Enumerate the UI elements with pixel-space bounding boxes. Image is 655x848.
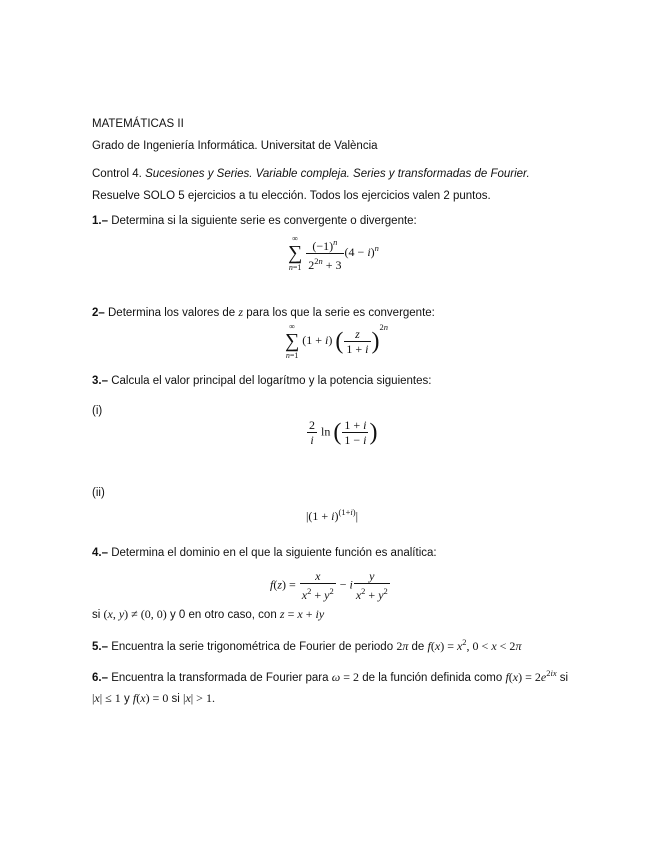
exercise-6-text: Encuentra la transformada de Fourier para bbox=[108, 672, 329, 684]
exercise-3-part-i-label: (i) bbox=[92, 405, 103, 417]
control-prefix: Control 4. bbox=[92, 168, 146, 180]
document-subtitle: Grado de Ingeniería Informática. Universitat de València bbox=[92, 140, 378, 152]
exercise-1-text: Determina si la siguiente serie es convergente o divergente: bbox=[108, 215, 417, 227]
exercise-1-number: 1.– bbox=[92, 215, 108, 227]
exercise-1-statement bbox=[92, 215, 417, 227]
exercise-4-number: 4.– bbox=[92, 547, 108, 559]
exercise-3-formula-i: $\frac{2}{i}$ ln ( $\frac{1 + i}{1 - i}$ ) bbox=[309, 418, 378, 447]
exercise-4-condition: si (x, y) ≠ (0, 0) y 0 en otro caso, con z = x + iy bbox=[92, 607, 325, 621]
instructions: Resuelve SOLO 5 ejercicios a tu elección. Todos los ejercicios valen 2 puntos. bbox=[92, 190, 491, 202]
exercise-4-cond-b: y 0 en otro caso, con bbox=[169, 609, 277, 621]
exercise-2-variable: z bbox=[238, 305, 244, 319]
exercise-5-text: Encuentra la serie trigonométrica de Fourier de periodo bbox=[108, 641, 394, 653]
exercise-3-formula-ii: $|(1 + i)^{(1+i)}|$ bbox=[306, 507, 359, 523]
exercise-5-number: 5.– bbox=[92, 641, 108, 653]
exercise-2-number: 2– bbox=[92, 307, 105, 319]
exercise-4-cond-a: si bbox=[92, 609, 101, 621]
exercise-4-formula: f(z) = $\frac{x}{x^2 + y^2}$ − i $\frac{y}{x^2 + y^2}$ bbox=[270, 569, 388, 602]
exercise-3-part-ii-label: (ii) bbox=[92, 487, 105, 499]
exercise-4-statement bbox=[92, 547, 437, 559]
document-title: MATEMÁTICAS II bbox=[92, 118, 184, 130]
control-line bbox=[92, 168, 530, 180]
exercise-3-statement bbox=[92, 375, 431, 387]
exercise-5-text-b: de bbox=[411, 641, 425, 653]
exercise-6-text-c: si bbox=[559, 672, 569, 684]
exercise-2-formula: ∞ ∑ n=1 (1 + i) ( $\frac{z}{1 + i}$ )$^{2n}$ bbox=[285, 322, 388, 361]
exercise-1-formula: ∞ ∑ n=1 $\frac{(-1)^n}{2^{2n} + 3}$ $(4 - i)^n$ bbox=[288, 234, 379, 272]
exercise-6-text-d: y bbox=[123, 693, 130, 705]
exercise-5-statement: 5.– Encuentra la serie trigonométrica de Fourier de periodo 2π de $f(x) = x^2$, 0 < x < 2π bbox=[92, 637, 522, 653]
exercise-2-statement bbox=[92, 305, 435, 320]
exercise-2-text-after: para los que la serie es convergente: bbox=[246, 307, 435, 319]
exercise-6-text-b: de la función definida como bbox=[362, 672, 503, 684]
exercise-6-condition: |x| ≤ 1 y f(x) = 0 si |x| > 1. bbox=[92, 691, 215, 705]
exercise-2-text: Determina los valores de bbox=[104, 307, 236, 319]
exercise-4-text: Determina el dominio en el que la siguiente función es analítica: bbox=[108, 547, 437, 559]
control-topics: Sucesiones y Series. Variable compleja. Series y transformadas de Fourier. bbox=[145, 168, 530, 180]
exercise-6-statement: 6.– Encuentra la transformada de Fourier para ω = 2 de la función definida como $f(x) = 2e^{2ix}$ si bbox=[92, 668, 569, 684]
exercise-6-text-e: si bbox=[171, 693, 180, 705]
exercise-3-text: Calcula el valor principal del logarítmo y la potencia siguientes: bbox=[108, 375, 432, 387]
exercise-3-number: 3.– bbox=[92, 375, 108, 387]
exercise-6-number: 6.– bbox=[92, 672, 108, 684]
